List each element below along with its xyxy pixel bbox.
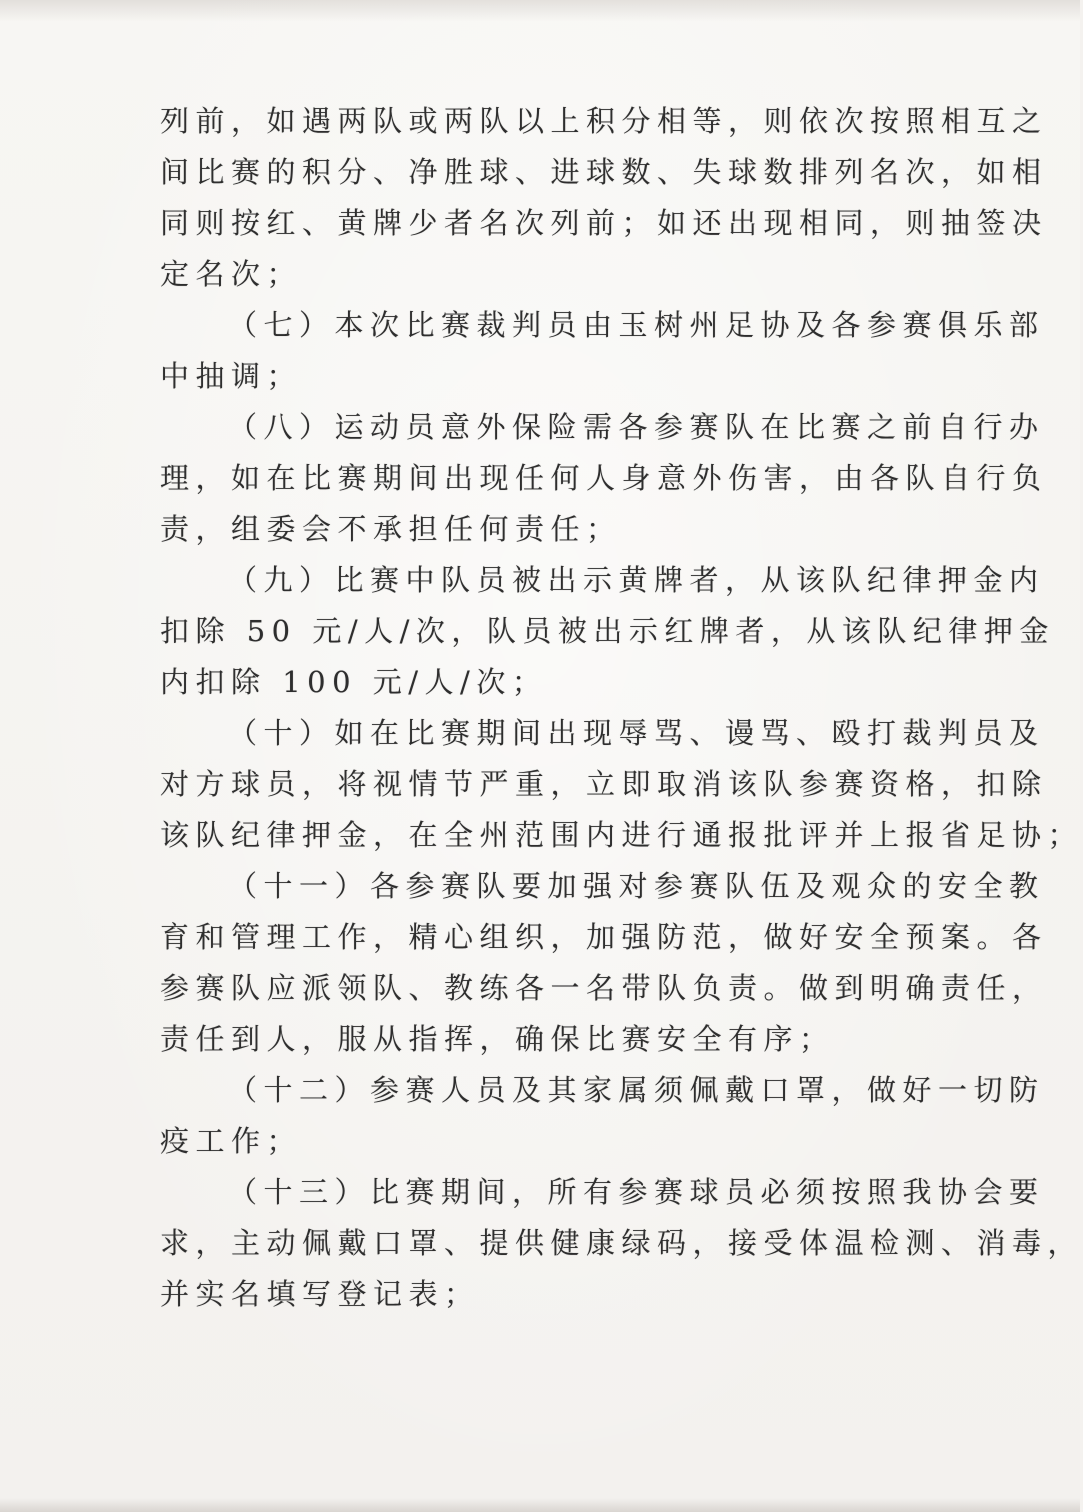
scan-edge-top <box>0 0 1080 22</box>
clause-10-start: （十）如在比赛期间出现辱骂、谩骂、殴打裁判员及 <box>228 716 1045 750</box>
document-body <box>160 96 1083 1320</box>
text-line: 同则按红、黄牌少者名次列前；如还出现相同，则抽签决 <box>160 206 1048 240</box>
text-line: 内扣除 100 元/人/次； <box>160 665 548 699</box>
text-line: 求，主动佩戴口罩、提供健康绿码，接受体温检测、消毒， <box>160 1226 1083 1260</box>
text-line: 参赛队应派领队、教练各一名带队负责。做到明确责任， <box>160 971 1048 1005</box>
clause-13-start: （十三）比赛期间，所有参赛球员必须按照我协会要 <box>228 1175 1045 1209</box>
clause-7-start: （七）本次比赛裁判员由玉树州足协及各参赛俱乐部 <box>228 308 1045 342</box>
text-line: 理，如在比赛期间出现任何人身意外伤害，由各队自行负 <box>160 461 1048 495</box>
text-line: 定名次； <box>160 257 303 291</box>
clause-12-start: （十二）参赛人员及其家属须佩戴口罩，做好一切防 <box>228 1073 1045 1107</box>
text-line: 该队纪律押金，在全州范围内进行通报批评并上报省足协； <box>160 818 1083 852</box>
text-line: 间比赛的积分、净胜球、进球数、失球数排列名次，如相 <box>160 155 1048 189</box>
text-line: 扣除 50 元/人/次，队员被出示红牌者，从该队纪律押金 <box>160 614 1055 648</box>
text-line: 列前，如遇两队或两队以上积分相等，则依次按照相互之 <box>160 104 1048 138</box>
scan-edge-bottom <box>0 1498 1080 1512</box>
clause-9-start: （九）比赛中队员被出示黄牌者，从该队纪律押金内 <box>228 563 1045 597</box>
text-line: 疫工作； <box>160 1124 303 1158</box>
text-line: 责，组委会不承担任何责任； <box>160 512 622 546</box>
clause-11-start: （十一）各参赛队要加强对参赛队伍及观众的安全教 <box>228 869 1045 903</box>
text-line: 责任到人，服从指挥，确保比赛安全有序； <box>160 1022 835 1056</box>
text-line: 育和管理工作，精心组织，加强防范，做好安全预案。各 <box>160 920 1048 954</box>
text-line: 中抽调； <box>160 359 303 393</box>
text-line: 并实名填写登记表； <box>160 1277 480 1311</box>
clause-8-start: （八）运动员意外保险需各参赛队在比赛之前自行办 <box>228 410 1045 444</box>
text-line: 对方球员，将视情节严重，立即取消该队参赛资格，扣除 <box>160 767 1048 801</box>
